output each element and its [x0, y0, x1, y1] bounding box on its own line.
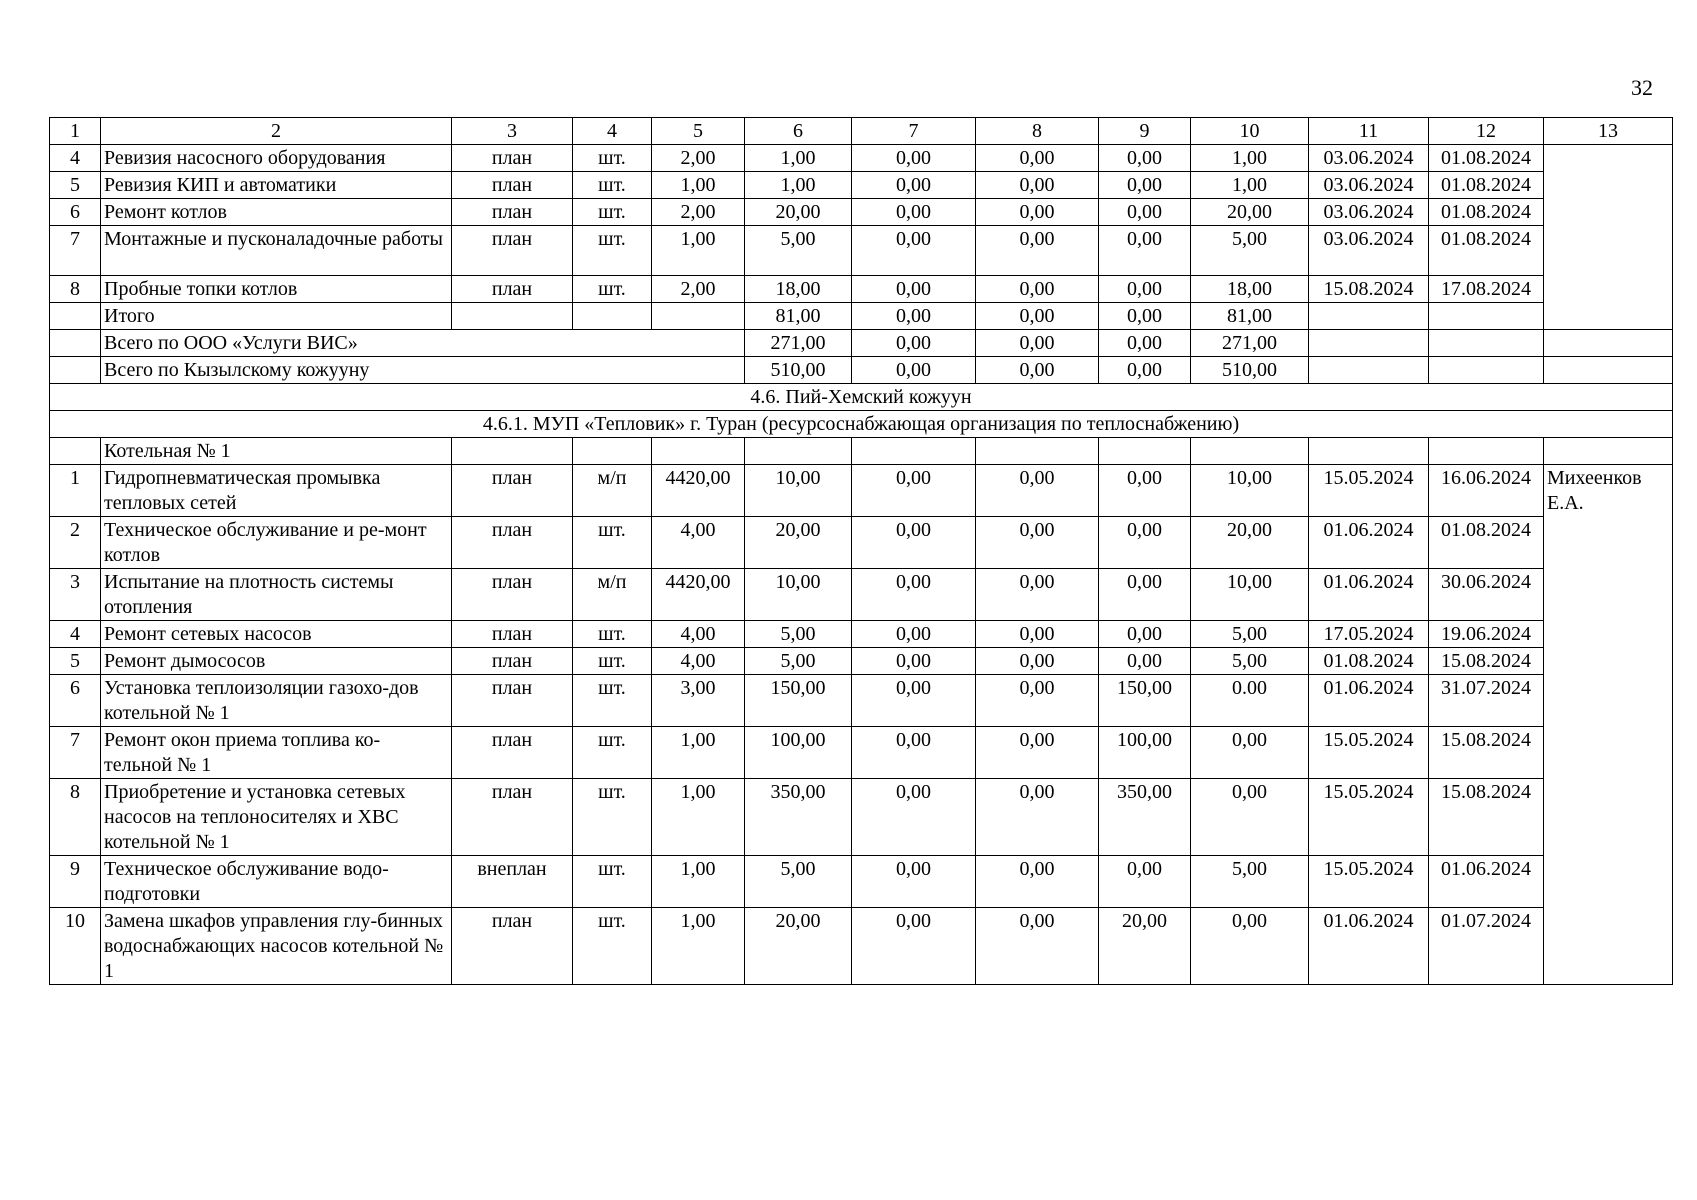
empty-cell [452, 303, 573, 330]
row-number: 4 [50, 621, 101, 648]
start-date: 15.05.2024 [1309, 856, 1429, 908]
column-header: 5 [652, 118, 745, 145]
quantity: 1,00 [652, 856, 745, 908]
cost-value: 0,00 [852, 517, 976, 569]
work-name: Ревизия насосного оборудования [101, 145, 452, 172]
row-number: 8 [50, 276, 101, 303]
boiler-row [50, 438, 1673, 465]
org-total-label: Всего по ООО «Услуги ВИС» [101, 330, 745, 357]
cost-value: 0,00 [852, 675, 976, 727]
org-total-value: 0,00 [852, 330, 976, 357]
cost-value: 0,00 [1099, 569, 1191, 621]
empty-cell [652, 303, 745, 330]
work-name: Испытание на плотность системы отопления [101, 569, 452, 621]
work-name: Ремонт дымососов [101, 648, 452, 675]
quantity: 2,00 [652, 199, 745, 226]
end-date: 30.06.2024 [1429, 569, 1544, 621]
cost-value: 0,00 [976, 648, 1099, 675]
cost-value: 0,00 [1099, 517, 1191, 569]
plan-type: план [452, 517, 573, 569]
total-row [50, 303, 1673, 330]
row-number: 9 [50, 856, 101, 908]
quantity: 1,00 [652, 172, 745, 199]
empty-cell [1429, 330, 1544, 357]
column-header: 12 [1429, 118, 1544, 145]
org-total-value: 0,00 [1099, 330, 1191, 357]
table-row [50, 517, 1673, 569]
unit: шт. [573, 621, 652, 648]
district-total-value: 0,00 [976, 357, 1099, 384]
district-total-value: 0,00 [852, 357, 976, 384]
cost-value: 150,00 [745, 675, 852, 727]
table-row [50, 856, 1673, 908]
table-row [50, 569, 1673, 621]
cost-value: 0,00 [1099, 172, 1191, 199]
section-row [50, 384, 1673, 411]
unit: шт. [573, 276, 652, 303]
cost-value: 20,00 [745, 199, 852, 226]
cost-value: 20,00 [745, 908, 852, 985]
table-row [50, 727, 1673, 779]
cost-value: 0,00 [976, 226, 1099, 276]
column-header: 10 [1191, 118, 1309, 145]
cost-value: 5,00 [1191, 621, 1309, 648]
section-title: 4.6. Пий-Хемский кожуун [50, 384, 1673, 411]
end-date: 15.08.2024 [1429, 648, 1544, 675]
plan-type: план [452, 199, 573, 226]
work-name: Ревизия КИП и автоматики [101, 172, 452, 199]
quantity: 3,00 [652, 675, 745, 727]
cost-value: 350,00 [745, 779, 852, 856]
start-date: 15.05.2024 [1309, 465, 1429, 517]
empty-cell [1544, 330, 1673, 357]
quantity: 4420,00 [652, 465, 745, 517]
work-plan-table [49, 117, 1673, 985]
total-value: 81,00 [1191, 303, 1309, 330]
row-number: 1 [50, 465, 101, 517]
row-number: 7 [50, 226, 101, 276]
org-total-value: 271,00 [1191, 330, 1309, 357]
plan-type: план [452, 276, 573, 303]
quantity: 1,00 [652, 779, 745, 856]
cost-value: 0,00 [976, 727, 1099, 779]
district-total-value: 510,00 [745, 357, 852, 384]
empty-cell [1544, 438, 1673, 465]
start-date: 17.05.2024 [1309, 621, 1429, 648]
unit: шт. [573, 908, 652, 985]
start-date: 01.08.2024 [1309, 648, 1429, 675]
cost-value: 0,00 [1191, 727, 1309, 779]
cost-value: 5,00 [745, 621, 852, 648]
cost-value: 1,00 [1191, 145, 1309, 172]
quantity: 4,00 [652, 621, 745, 648]
plan-type: план [452, 465, 573, 517]
plan-type: план [452, 226, 573, 276]
work-name: Установка теплоизоляции газохо-дов котельной № 1 [101, 675, 452, 727]
empty-cell [976, 438, 1099, 465]
end-date: 01.08.2024 [1429, 145, 1544, 172]
cost-value: 0,00 [852, 199, 976, 226]
cost-value: 0,00 [852, 145, 976, 172]
unit: шт. [573, 779, 652, 856]
end-date: 17.08.2024 [1429, 276, 1544, 303]
cost-value: 0,00 [852, 856, 976, 908]
end-date: 16.06.2024 [1429, 465, 1544, 517]
empty-cell [1309, 330, 1429, 357]
total-value: 0,00 [852, 303, 976, 330]
district-total-value: 0,00 [1099, 357, 1191, 384]
row-number: 6 [50, 675, 101, 727]
subsection-row [50, 411, 1673, 438]
cost-value: 20,00 [1191, 517, 1309, 569]
cost-value: 0,00 [852, 226, 976, 276]
empty-cell [452, 438, 573, 465]
unit: шт. [573, 145, 652, 172]
unit: м/п [573, 465, 652, 517]
work-name: Приобретение и установка сетевых насосов на теплоносителях и ХВС котельной № 1 [101, 779, 452, 856]
end-date: 01.08.2024 [1429, 226, 1544, 276]
cost-value: 150,00 [1099, 675, 1191, 727]
row-number [50, 303, 101, 330]
work-name: Ремонт окон приема топлива ко-тельной № 1 [101, 727, 452, 779]
column-header: 4 [573, 118, 652, 145]
responsible-cell [1544, 145, 1673, 330]
row-number: 5 [50, 648, 101, 675]
row-number: 10 [50, 908, 101, 985]
plan-type: план [452, 779, 573, 856]
table-row [50, 908, 1673, 985]
work-name: Техническое обслуживание и ре-монт котлов [101, 517, 452, 569]
unit: шт. [573, 517, 652, 569]
start-date: 03.06.2024 [1309, 226, 1429, 276]
unit: м/п [573, 569, 652, 621]
row-number: 6 [50, 199, 101, 226]
cost-value: 350,00 [1099, 779, 1191, 856]
end-date: 01.08.2024 [1429, 172, 1544, 199]
end-date: 01.08.2024 [1429, 517, 1544, 569]
work-name: Монтажные и пусконаладочные работы [101, 226, 452, 276]
work-name: Замена шкафов управления глу-бинных водоснабжающих насосов котельной № 1 [101, 908, 452, 985]
unit: шт. [573, 856, 652, 908]
start-date: 15.05.2024 [1309, 779, 1429, 856]
empty-cell [852, 438, 976, 465]
column-header: 11 [1309, 118, 1429, 145]
quantity: 2,00 [652, 276, 745, 303]
row-number: 3 [50, 569, 101, 621]
cost-value: 5,00 [745, 648, 852, 675]
work-name: Ремонт котлов [101, 199, 452, 226]
start-date: 15.08.2024 [1309, 276, 1429, 303]
quantity: 1,00 [652, 727, 745, 779]
unit: шт. [573, 199, 652, 226]
cost-value: 0,00 [976, 569, 1099, 621]
start-date: 01.06.2024 [1309, 517, 1429, 569]
cost-value: 0,00 [976, 199, 1099, 226]
column-header: 1 [50, 118, 101, 145]
column-header: 3 [452, 118, 573, 145]
end-date: 31.07.2024 [1429, 675, 1544, 727]
unit: шт. [573, 172, 652, 199]
end-date: 01.06.2024 [1429, 856, 1544, 908]
table-row [50, 465, 1673, 517]
page-number: 32 [1631, 75, 1653, 100]
start-date: 01.06.2024 [1309, 675, 1429, 727]
district-total-label: Всего по Кызылскому кожууну [101, 357, 745, 384]
quantity: 4,00 [652, 517, 745, 569]
cost-value: 0,00 [852, 727, 976, 779]
start-date: 03.06.2024 [1309, 145, 1429, 172]
plan-type: план [452, 172, 573, 199]
district-total-value: 510,00 [1191, 357, 1309, 384]
cost-value: 0,00 [976, 675, 1099, 727]
cost-value: 5,00 [1191, 226, 1309, 276]
cost-value: 10,00 [745, 569, 852, 621]
plan-type: план [452, 621, 573, 648]
row-number [50, 330, 101, 357]
start-date: 03.06.2024 [1309, 172, 1429, 199]
plan-type: план [452, 145, 573, 172]
plan-type: план [452, 648, 573, 675]
cost-value: 1,00 [745, 172, 852, 199]
table-row [50, 276, 1673, 303]
cost-value: 0,00 [852, 172, 976, 199]
quantity: 2,00 [652, 145, 745, 172]
empty-cell [573, 438, 652, 465]
cost-value: 0,00 [976, 145, 1099, 172]
row-number: 2 [50, 517, 101, 569]
work-name: Пробные топки котлов [101, 276, 452, 303]
row-number: 4 [50, 145, 101, 172]
table-row [50, 199, 1673, 226]
org-total-value: 0,00 [976, 330, 1099, 357]
plan-type: план [452, 569, 573, 621]
start-date: 01.06.2024 [1309, 908, 1429, 985]
unit: шт. [573, 648, 652, 675]
unit: шт. [573, 675, 652, 727]
plan-type: план [452, 727, 573, 779]
org-total-value: 271,00 [745, 330, 852, 357]
cost-value: 5,00 [745, 856, 852, 908]
plan-type: внеплан [452, 856, 573, 908]
cost-value: 0,00 [1099, 621, 1191, 648]
responsible-person: Михеенков Е.А. [1544, 465, 1673, 985]
end-date: 15.08.2024 [1429, 727, 1544, 779]
column-header: 9 [1099, 118, 1191, 145]
cost-value: 20,00 [745, 517, 852, 569]
cost-value: 0,00 [852, 779, 976, 856]
table-row [50, 675, 1673, 727]
empty-cell [1309, 303, 1429, 330]
row-number [50, 357, 101, 384]
cost-value: 10,00 [1191, 465, 1309, 517]
quantity: 1,00 [652, 908, 745, 985]
row-number: 8 [50, 779, 101, 856]
cost-value: 0,00 [1099, 856, 1191, 908]
cost-value: 20,00 [1099, 908, 1191, 985]
quantity: 1,00 [652, 226, 745, 276]
column-header: 2 [101, 118, 452, 145]
cost-value: 0,00 [852, 465, 976, 517]
cost-value: 18,00 [1191, 276, 1309, 303]
cost-value: 0,00 [1099, 276, 1191, 303]
cost-value: 0,00 [852, 648, 976, 675]
cost-value: 100,00 [1099, 727, 1191, 779]
empty-cell [1309, 357, 1429, 384]
org-total-row [50, 330, 1673, 357]
subsection-title: 4.6.1. МУП «Тепловик» г. Туран (ресурсоснабжающая организация по теплоснабжению) [50, 411, 1673, 438]
quantity: 4420,00 [652, 569, 745, 621]
row-number [50, 438, 101, 465]
cost-value: 0,00 [1191, 779, 1309, 856]
cost-value: 0,00 [1191, 908, 1309, 985]
cost-value: 0,00 [852, 621, 976, 648]
start-date: 15.05.2024 [1309, 727, 1429, 779]
work-name: Ремонт сетевых насосов [101, 621, 452, 648]
row-number: 5 [50, 172, 101, 199]
row-number: 7 [50, 727, 101, 779]
cost-value: 0,00 [852, 908, 976, 985]
table-row [50, 621, 1673, 648]
table-row [50, 226, 1673, 276]
unit: шт. [573, 226, 652, 276]
empty-cell [1309, 438, 1429, 465]
table-row [50, 648, 1673, 675]
cost-value: 0,00 [1099, 199, 1191, 226]
cost-value: 0,00 [1099, 648, 1191, 675]
cost-value: 0,00 [976, 856, 1099, 908]
cost-value: 5,00 [745, 226, 852, 276]
empty-cell [1191, 438, 1309, 465]
table-row [50, 779, 1673, 856]
empty-cell [652, 438, 745, 465]
end-date: 01.08.2024 [1429, 199, 1544, 226]
table-row [50, 172, 1673, 199]
cost-value: 18,00 [745, 276, 852, 303]
cost-value: 0,00 [976, 908, 1099, 985]
empty-cell [1544, 357, 1673, 384]
cost-value: 0,00 [852, 569, 976, 621]
cost-value: 0,00 [1099, 226, 1191, 276]
work-name: Гидропневматическая промывка тепловых сетей [101, 465, 452, 517]
cost-value: 0,00 [976, 276, 1099, 303]
cost-value: 5,00 [1191, 856, 1309, 908]
column-header: 6 [745, 118, 852, 145]
cost-value: 0,00 [1099, 145, 1191, 172]
empty-cell [1429, 438, 1544, 465]
empty-cell [1099, 438, 1191, 465]
column-header: 7 [852, 118, 976, 145]
cost-value: 100,00 [745, 727, 852, 779]
cost-value: 0,00 [976, 621, 1099, 648]
column-header: 8 [976, 118, 1099, 145]
end-date: 15.08.2024 [1429, 779, 1544, 856]
total-value: 81,00 [745, 303, 852, 330]
cost-value: 1,00 [1191, 172, 1309, 199]
plan-type: план [452, 675, 573, 727]
work-name: Техническое обслуживание водо-подготовки [101, 856, 452, 908]
end-date: 01.07.2024 [1429, 908, 1544, 985]
empty-cell [1429, 303, 1544, 330]
cost-value: 0,00 [976, 517, 1099, 569]
cost-value: 0,00 [976, 465, 1099, 517]
cost-value: 0,00 [976, 779, 1099, 856]
district-total-row [50, 357, 1673, 384]
start-date: 01.06.2024 [1309, 569, 1429, 621]
cost-value: 0.00 [1191, 675, 1309, 727]
empty-cell [1429, 357, 1544, 384]
table-header-row [50, 118, 1673, 145]
unit: шт. [573, 727, 652, 779]
quantity: 4,00 [652, 648, 745, 675]
empty-cell [573, 303, 652, 330]
cost-value: 10,00 [745, 465, 852, 517]
plan-type: план [452, 908, 573, 985]
boiler-label: Котельная № 1 [101, 438, 452, 465]
total-value: 0,00 [976, 303, 1099, 330]
start-date: 03.06.2024 [1309, 199, 1429, 226]
cost-value: 1,00 [745, 145, 852, 172]
total-label: Итого [101, 303, 452, 330]
total-value: 0,00 [1099, 303, 1191, 330]
cost-value: 0,00 [976, 172, 1099, 199]
cost-value: 20,00 [1191, 199, 1309, 226]
cost-value: 10,00 [1191, 569, 1309, 621]
cost-value: 0,00 [852, 276, 976, 303]
table-row [50, 145, 1673, 172]
cost-value: 0,00 [1099, 465, 1191, 517]
empty-cell [745, 438, 852, 465]
column-header: 13 [1544, 118, 1673, 145]
cost-value: 5,00 [1191, 648, 1309, 675]
end-date: 19.06.2024 [1429, 621, 1544, 648]
